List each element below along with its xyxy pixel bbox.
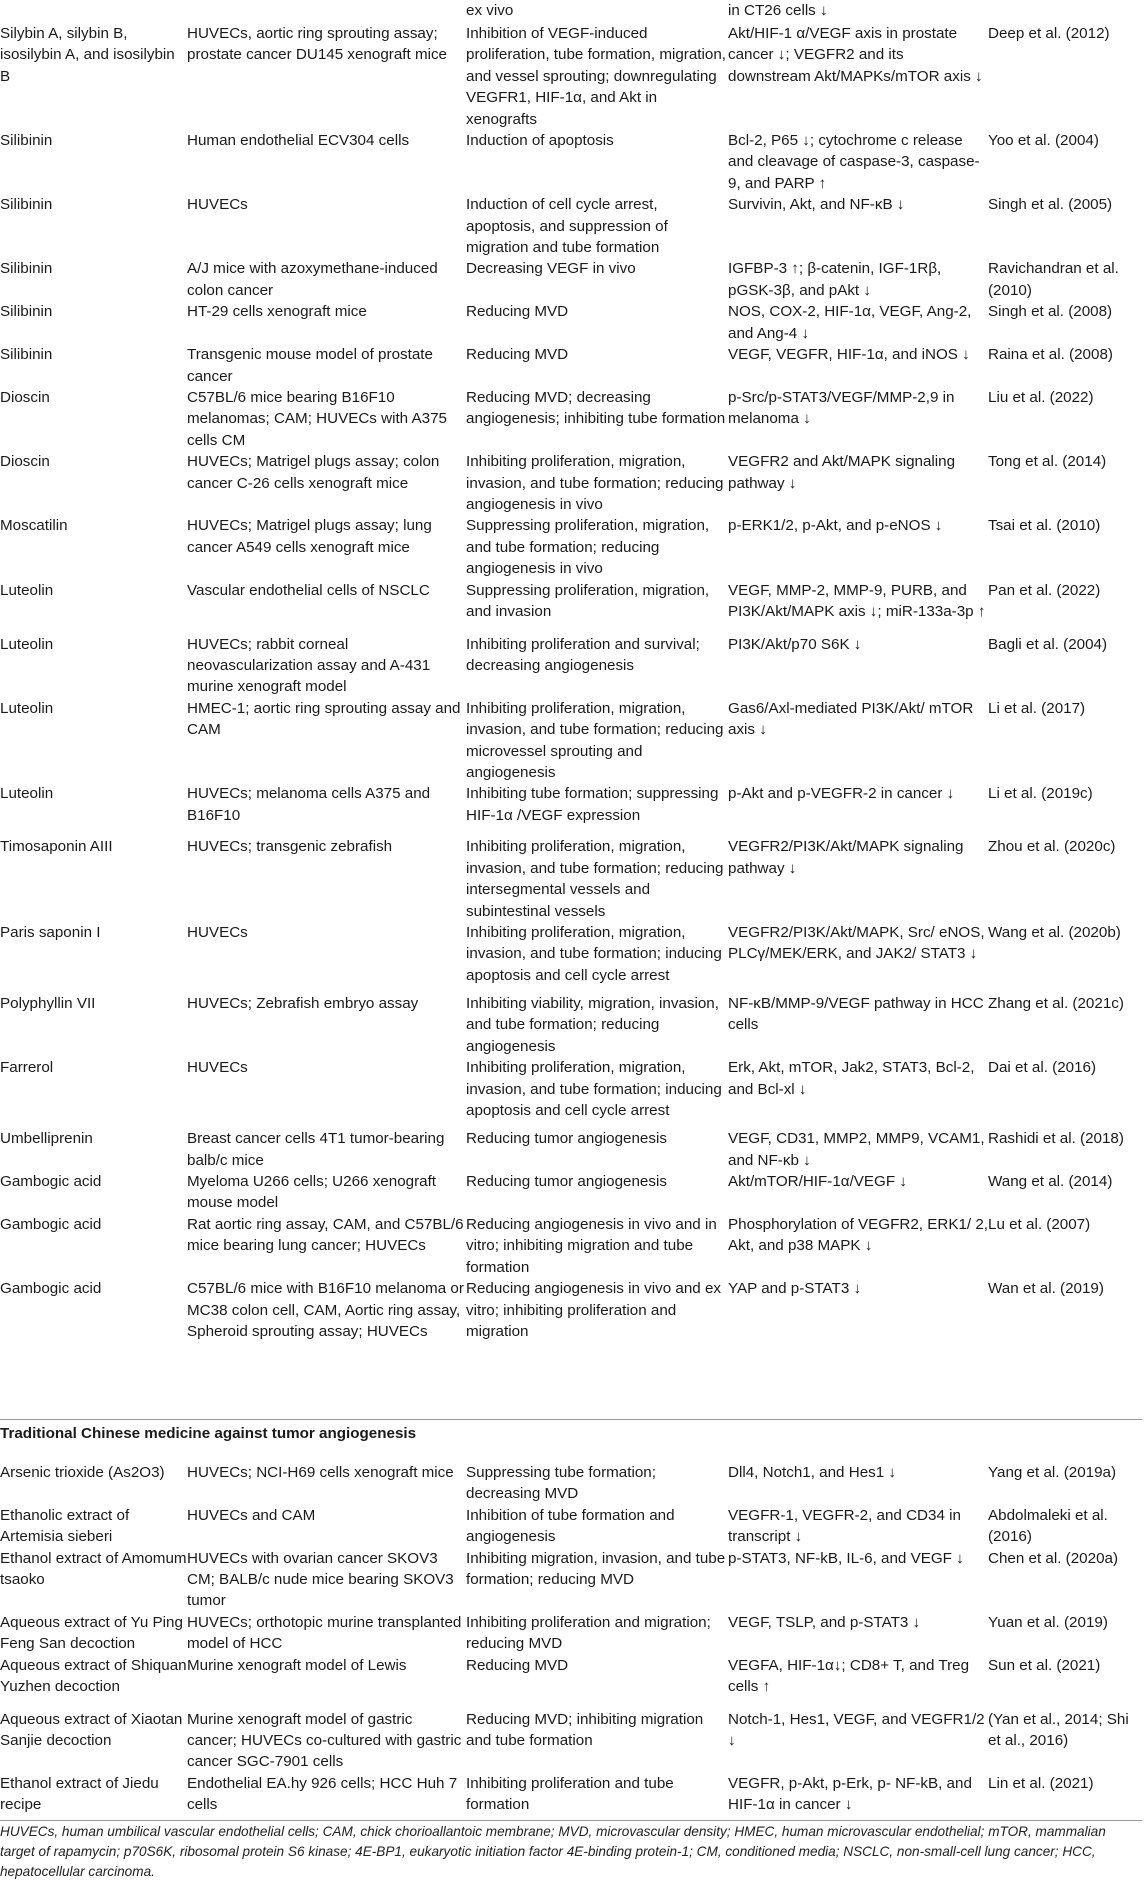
- cell-reference: Singh et al. (2005): [988, 196, 1113, 214]
- cell-reference: Abdolmaleki et al. (2016): [988, 1506, 1108, 1546]
- cell-model: Vascular endothelial cells of NSCLC: [187, 581, 430, 599]
- cell-effect: Inhibiting proliferation and migration; reducing MVD: [466, 1613, 711, 1653]
- cell-mechanism: VEGF, CD31, MMP2, MMP9, VCAM1, and NF-κb ↓: [728, 1130, 985, 1169]
- cell-model: Endothelial EA.hy 926 cells; HCC Huh 7 cells: [187, 1774, 458, 1814]
- cell-mechanism: NOS, COX-2, HIF-1α, VEGF, Ang-2, and Ang-4 ↓: [728, 303, 972, 342]
- table-row: [0, 1548, 1142, 1612]
- cell-mechanism: Erk, Akt, mTOR, Jak2, STAT3, Bcl-2, and Bcl-xl ↓: [728, 1059, 975, 1098]
- cell-effect: Inhibiting tube formation; suppressing HIF-1α /VEGF expression: [466, 785, 719, 824]
- table-row: [0, 1655, 1142, 1709]
- cell-model: HUVECs; melanoma cells A375 and B16F10: [187, 785, 431, 824]
- cell-reference: Wan et al. (2019): [988, 1280, 1104, 1298]
- cell-compound: Luteolin: [0, 785, 54, 803]
- section-header: [0, 1419, 1142, 1444]
- cell-effect: Suppressing tube formation; decreasing MVD: [466, 1464, 656, 1503]
- cell-compound: Ethanol extract of Amomum tsaoko: [0, 1549, 187, 1589]
- cell-effect: Reducing tumor angiogenesis: [466, 1173, 667, 1191]
- cell-compound: Silibinin: [0, 132, 53, 150]
- section-title: Traditional Chinese medicine against tumor angiogenesis: [0, 1425, 417, 1442]
- table-row: [0, 194, 1142, 258]
- cell-reference: Wang et al. (2020b): [988, 924, 1121, 942]
- cell-reference: Chen et al. (2020a): [988, 1549, 1119, 1567]
- cell-mechanism: Akt/mTOR/HIF-1α/VEGF ↓: [728, 1173, 907, 1191]
- cell-mechanism: VEGF, TSLP, and p-STAT3 ↓: [728, 1613, 921, 1631]
- cell-effect: Inhibiting proliferation and survival; decreasing angiogenesis: [466, 635, 700, 674]
- cell-effect: Induction of apoptosis: [466, 132, 614, 150]
- cell-reference: Wang et al. (2014): [988, 1173, 1113, 1191]
- cell-effect: Suppressing proliferation, migration, and invasion: [466, 581, 710, 620]
- cell-compound: Luteolin: [0, 699, 54, 717]
- cell-model: HUVECs; Matrigel plugs assay; colon cancer C-26 cells xenograft mice: [187, 453, 440, 492]
- table-row: [0, 0, 1142, 23]
- cell-compound: [0, 0, 187, 23]
- cell-model: HUVECs: [187, 1059, 248, 1077]
- table-row: [0, 1709, 1142, 1773]
- cell-reference: Deep et al. (2012): [988, 25, 1110, 42]
- cell-effect: Inhibiting proliferation, migration, invasion, and tube formation; inducing apoptosis and cell cycle arrest: [466, 1059, 722, 1120]
- cell-reference: Li et al. (2019c): [988, 785, 1093, 803]
- table-row: [0, 922, 1142, 993]
- cell-reference: Zhou et al. (2020c): [988, 838, 1116, 856]
- cell-model: Breast cancer cells 4T1 tumor-bearing balb/c mice: [187, 1130, 445, 1169]
- cell-compound: Gambogic acid: [0, 1173, 102, 1191]
- cell-model: HUVECs: [187, 196, 248, 214]
- cell-mechanism: p-STAT3, NF-kB, IL-6, and VEGF ↓: [728, 1549, 964, 1567]
- table-row: [0, 993, 1142, 1057]
- cell-compound: Silybin A, silybin B, isosilybin A, and isosilybin B: [0, 25, 175, 85]
- cell-mechanism: VEGFR2/PI3K/Akt/MAPK signaling pathway ↓: [728, 838, 964, 877]
- table-row: [0, 387, 1142, 451]
- cell-reference: Yang et al. (2019a): [988, 1464, 1117, 1481]
- cell-mechanism: VEGFR, p-Akt, p-Erk, p- NF-kB, and HIF-1α in cancer ↓: [728, 1774, 972, 1814]
- cell-reference: Dai et al. (2016): [988, 1059, 1097, 1077]
- cell-model: HMEC-1; aortic ring sprouting assay and CAM: [187, 699, 461, 739]
- table-row: [0, 580, 1142, 634]
- cell-mechanism: PI3K/Akt/p70 S6K ↓: [728, 635, 862, 653]
- cell-model: HUVECs, aortic ring sprouting assay; prostate cancer DU145 xenograft mice: [187, 25, 448, 64]
- table-row: [0, 836, 1142, 922]
- cell-effect: Reducing angiogenesis in vivo and in vitro; inhibiting migration and tube formation: [466, 1215, 717, 1276]
- cell-reference: Li et al. (2017): [988, 699, 1086, 717]
- cell-mechanism: VEGFA, HIF-1α↓; CD8+ T, and Treg cells ↑: [728, 1656, 970, 1696]
- cell-model: HUVECs; Zebrafish embryo assay: [187, 995, 419, 1013]
- table-row: [0, 130, 1142, 194]
- table-row: [0, 301, 1142, 344]
- cell-reference: Rashidi et al. (2018): [988, 1130, 1124, 1148]
- table-row: [0, 1171, 1142, 1214]
- cell-compound: Silibinin: [0, 346, 53, 364]
- cell-effect: Inhibiting proliferation, migration, invasion, and tube formation; reducing angiogenesis in vivo: [466, 453, 724, 513]
- cell-effect: Inhibiting proliferation and tube formation: [466, 1774, 674, 1814]
- cell-reference: Tong et al. (2014): [988, 453, 1107, 471]
- cell-compound: Gambogic acid: [0, 1280, 102, 1298]
- table-row: [0, 1612, 1142, 1655]
- table-row: [0, 783, 1142, 836]
- cell-compound: Timosaponin AIII: [0, 838, 113, 856]
- cell-compound: Moscatilin: [0, 517, 68, 535]
- cell-mechanism: VEGF, MMP-2, MMP-9, PURB, and PI3K/Akt/MAPK axis ↓; miR-133a-3p ↑: [728, 581, 986, 620]
- cell-mechanism: Bcl-2, P65 ↓; cytochrome c release and cleavage of caspase-3, caspase-9, and PARP ↑: [728, 132, 980, 192]
- cell-reference: Raina et al. (2008): [988, 346, 1113, 364]
- cell-reference: Sun et al. (2021): [988, 1656, 1101, 1674]
- cell-reference: [988, 0, 1142, 23]
- cell-effect: Reducing MVD; inhibiting migration and tube formation: [466, 1710, 704, 1750]
- cell-model: Rat aortic ring assay, CAM, and C57BL/6 mice bearing lung cancer; HUVECs: [187, 1215, 464, 1255]
- cell-reference: Singh et al. (2008): [988, 303, 1113, 321]
- cell-reference: Ravichandran et al. (2010): [988, 260, 1119, 299]
- cell-effect: Inhibition of VEGF-induced proliferation, tube formation, migration, and vessel sprouting; downregulating VEGFR1, HIF-1α, and Akt in xenografts: [466, 25, 727, 128]
- cell-model: A/J mice with azoxymethane-induced colon cancer: [187, 260, 438, 299]
- table-row: [0, 515, 1142, 579]
- cell-model: HUVECs and CAM: [187, 1506, 316, 1524]
- footnote-divider: [0, 1820, 1142, 1821]
- data-table-tcm: [0, 1462, 1142, 1863]
- cell-compound: Luteolin: [0, 635, 54, 653]
- cell-model: HUVECs; orthotopic murine transplanted model of HCC: [187, 1613, 462, 1653]
- table-row: [0, 258, 1142, 301]
- cell-reference: Lin et al. (2021): [988, 1774, 1094, 1792]
- table-row: [0, 1462, 1142, 1505]
- cell-model: Murine xenograft model of Lewis: [187, 1656, 407, 1674]
- cell-model: C57BL/6 mice bearing B16F10 melanomas; CAM; HUVECs with A375 cells CM: [187, 388, 447, 449]
- cell-effect: Inhibiting proliferation, migration, invasion, and tube formation; reducing microvessel sprouting and angiogenesis: [466, 699, 724, 781]
- table-row: [0, 1214, 1142, 1278]
- cell-model: [187, 0, 466, 23]
- cell-mechanism: Phosphorylation of VEGFR2, ERK1/ 2, Akt, and p38 MAPK ↓: [728, 1215, 989, 1255]
- cell-mechanism: p-ERK1/2, p-Akt, and p-eNOS ↓: [728, 517, 943, 535]
- cell-mechanism: VEGFR2/PI3K/Akt/MAPK, Src/ eNOS, PLCγ/MEK/ERK, and JAK2/ STAT3 ↓: [728, 924, 985, 963]
- table-row: [0, 1057, 1142, 1128]
- cell-reference: (Yan et al., 2014; Shi et al., 2016): [988, 1710, 1129, 1750]
- cell-mechanism: VEGFR2 and Akt/MAPK signaling pathway ↓: [728, 453, 956, 492]
- cell-mechanism: Gas6/Axl-mediated PI3K/Akt/ mTOR axis ↓: [728, 699, 974, 739]
- cell-mechanism: NF-κB/MMP-9/VEGF pathway in HCC cells: [728, 995, 984, 1034]
- cell-effect: Reducing tumor angiogenesis: [466, 1130, 667, 1148]
- cell-compound: Silibinin: [0, 196, 53, 214]
- cell-model: Murine xenograft model of gastric cancer; HUVECs co-cultured with gastric cancer SGC-7901 cells: [187, 1710, 462, 1771]
- cell-compound: Arsenic trioxide (As2O3): [0, 1464, 165, 1481]
- cell-effect: Inhibiting migration, invasion, and tube formation; reducing MVD: [466, 1549, 726, 1589]
- cell-compound: Aqueous extract of Yu Ping Feng San decoction: [0, 1613, 183, 1653]
- cell-compound: Ethanolic extract of Artemisia sieberi: [0, 1506, 130, 1546]
- cell-compound: Dioscin: [0, 453, 50, 471]
- cell-mechanism: VEGF, VEGFR, HIF-1α, and iNOS ↓: [728, 346, 970, 364]
- cell-compound: Aqueous extract of Shiquan Yuzhen decoction: [0, 1656, 187, 1696]
- cell-reference: Bagli et al. (2004): [988, 635, 1108, 653]
- table-row: [0, 634, 1142, 698]
- cell-model: HT-29 cells xenograft mice: [187, 303, 367, 321]
- cell-effect: Reducing angiogenesis in vivo and ex vitro; inhibiting proliferation and migration: [466, 1280, 721, 1340]
- cell-model: HUVECs with ovarian cancer SKOV3 CM; BALB/c nude mice bearing SKOV3 tumor: [187, 1549, 454, 1610]
- cell-mechanism: Survivin, Akt, and NF-κB ↓: [728, 196, 905, 214]
- cell-mechanism: p-Akt and p-VEGFR-2 in cancer ↓: [728, 785, 955, 803]
- cell-model: Human endothelial ECV304 cells: [187, 132, 410, 150]
- cell-mechanism: IGFBP-3 ↑; β-catenin, IGF-1Rβ, pGSK-3β, and pAkt ↓: [728, 260, 942, 299]
- cell-reference: Yuan et al. (2019): [988, 1613, 1108, 1631]
- cell-reference: Tsai et al. (2010): [988, 517, 1101, 535]
- cell-effect: Reducing MVD: [466, 1656, 569, 1674]
- cell-reference: Lu et al. (2007): [988, 1215, 1091, 1233]
- cell-effect: Inhibiting proliferation, migration, invasion, and tube formation; reducing intersegmental vessels and subintestinal vessels: [466, 838, 724, 920]
- cell-mechanism: in CT26 cells ↓: [728, 2, 828, 19]
- cell-model: HUVECs; NCI-H69 cells xenograft mice: [187, 1464, 454, 1481]
- cell-reference: Zhang et al. (2021c): [988, 995, 1124, 1013]
- cell-mechanism: VEGFR-1, VEGFR-2, and CD34 in transcript ↓: [728, 1506, 961, 1546]
- cell-compound: Dioscin: [0, 388, 50, 406]
- cell-effect: Reducing MVD: [466, 346, 569, 364]
- cell-model: HUVECs; rabbit corneal neovascularization assay and A-431 murine xenograft model: [187, 635, 431, 696]
- cell-effect: Reducing MVD; decreasing angiogenesis; inhibiting tube formation: [466, 388, 726, 428]
- cell-model: Myeloma U266 cells; U266 xenograft mouse model: [187, 1173, 437, 1212]
- cell-mechanism: Akt/HIF-1 α/VEGF axis in prostate cancer ↓; VEGFR2 and its downstream Akt/MAPKs/mTOR axis ↓: [728, 25, 983, 85]
- cell-effect: Inhibiting proliferation, migration, invasion, and tube formation; inducing apoptosis and cell cycle arrest: [466, 924, 722, 984]
- table-row: [0, 698, 1142, 784]
- cell-effect: ex vivo: [466, 2, 514, 19]
- cell-mechanism: Notch-1, Hes1, VEGF, and VEGFR1/2 ↓: [728, 1710, 985, 1750]
- cell-compound: Gambogic acid: [0, 1215, 102, 1233]
- cell-mechanism: p-Src/p-STAT3/VEGF/MMP-2,9 in melanoma ↓: [728, 388, 955, 428]
- cell-compound: Ethanol extract of Jiedu recipe: [0, 1774, 159, 1814]
- cell-model: HUVECs; Matrigel plugs assay; lung cancer A549 cells xenograft mice: [187, 517, 432, 556]
- table-row: [0, 451, 1142, 515]
- table-row: [0, 1278, 1142, 1368]
- cell-reference: Yoo et al. (2004): [988, 132, 1099, 150]
- table-row: [0, 23, 1142, 130]
- table-row: [0, 1505, 1142, 1548]
- cell-compound: Polyphyllin VII: [0, 995, 96, 1013]
- cell-mechanism: YAP and p-STAT3 ↓: [728, 1280, 862, 1298]
- table-footnote: HUVECs, human umbilical vascular endothelial cells; CAM, chick chorioallantoic membrane; MVD, microvascular density; HMEC, human microvascular endothelial; mTOR, mammalian target of rapamycin; p70S6K, ribosomal protein S6 kinase; 4E-BP1, eukaryotic initiation factor 4E-binding protein-1; CM, conditioned media; NSCLC, non-small-cell lung cancer; HCC, hepatocellular carcinoma.: [0, 1824, 1106, 1879]
- cell-mechanism: Dll4, Notch1, and Hes1 ↓: [728, 1464, 896, 1481]
- cell-compound: Silibinin: [0, 260, 53, 278]
- cell-reference: Liu et al. (2022): [988, 388, 1094, 406]
- cell-effect: Induction of cell cycle arrest, apoptosis, and suppression of migration and tube formation: [466, 196, 668, 257]
- cell-compound: Luteolin: [0, 581, 54, 599]
- cell-effect: Inhibition of tube formation and angiogenesis: [466, 1506, 675, 1546]
- cell-model: C57BL/6 mice with B16F10 melanoma or MC38 colon cell, CAM, Aortic ring assay, Spheroid sprouting assay; HUVECs: [187, 1280, 464, 1340]
- cell-compound: Aqueous extract of Xiaotan Sanjie decoction: [0, 1710, 183, 1750]
- cell-model: HUVECs: [187, 924, 248, 942]
- table-row: [0, 344, 1142, 387]
- cell-effect: Suppressing proliferation, migration, and tube formation; reducing angiogenesis in vivo: [466, 517, 710, 578]
- cell-effect: Reducing MVD: [466, 303, 569, 321]
- cell-compound: Farrerol: [0, 1059, 54, 1077]
- cell-model: HUVECs; transgenic zebrafish: [187, 838, 393, 856]
- table-row: [0, 1128, 1142, 1171]
- cell-reference: Pan et al. (2022): [988, 581, 1101, 599]
- cell-compound: Paris saponin I: [0, 924, 101, 942]
- cell-compound: Silibinin: [0, 303, 53, 321]
- cell-compound: Umbelliprenin: [0, 1130, 93, 1148]
- cell-model: Transgenic mouse model of prostate cancer: [187, 346, 433, 385]
- cell-effect: Decreasing VEGF in vivo: [466, 260, 636, 278]
- cell-effect: Inhibiting viability, migration, invasion, and tube formation; reducing angiogenesis: [466, 995, 719, 1055]
